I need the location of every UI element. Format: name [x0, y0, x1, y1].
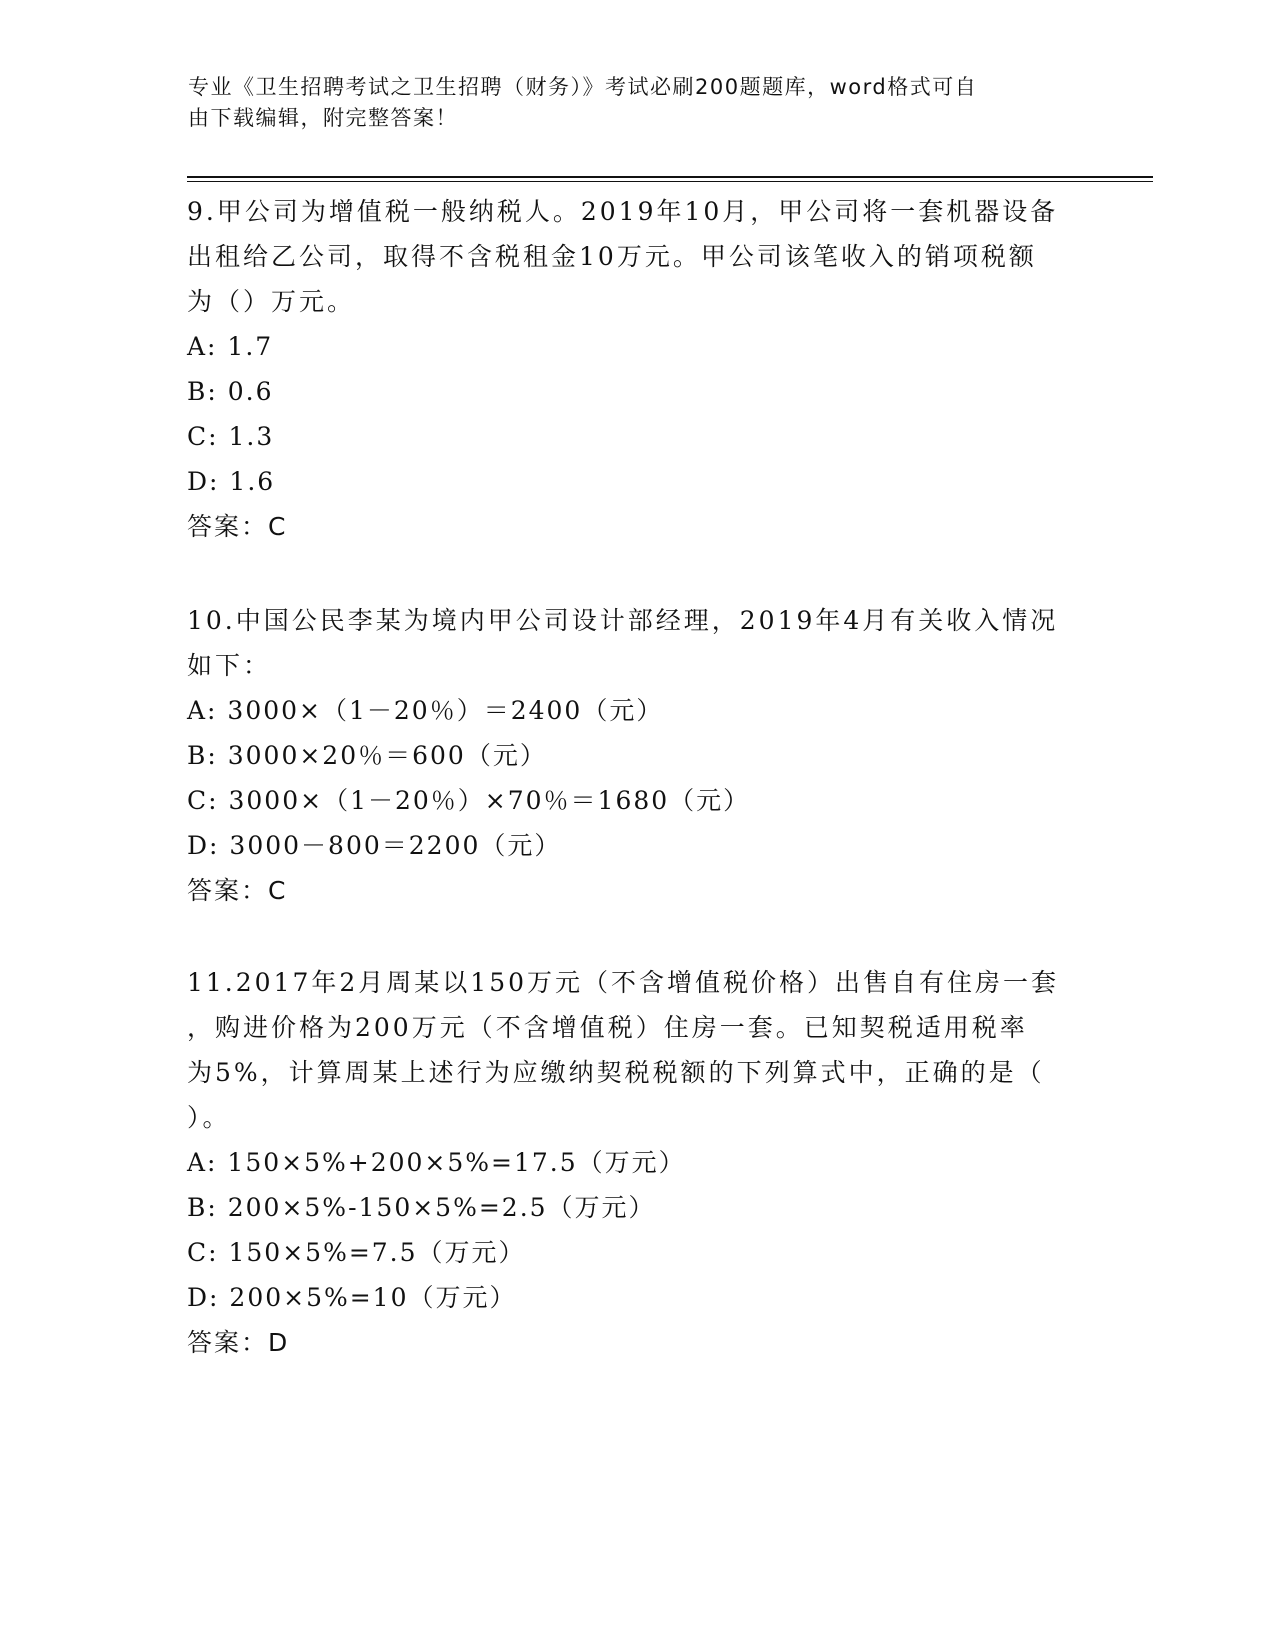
header-divider-thin	[187, 181, 1153, 182]
question-9-option-a: A: 1.7	[187, 332, 274, 361]
question-10-line-1: 10.中国公民李某为境内甲公司设计部经理，2019年4月有关收入情况	[187, 606, 1059, 635]
question-11-option-b: B: 200×5%-150×5%=2.5（万元）	[187, 1193, 656, 1222]
question-11-answer: 答案：D	[187, 1328, 290, 1357]
question-9-line-3: 为（）万元。	[187, 287, 356, 316]
question-9-line-2: 出租给乙公司，取得不含税租金10万元。甲公司该笔收入的销项税额	[187, 242, 1037, 271]
question-11-line-2: ，购进价格为200万元（不含增值税）住房一套。已知契税适用税率	[187, 1013, 1028, 1042]
question-11-line-4: ）。	[187, 1103, 231, 1132]
question-10-option-c: C: 3000×（1－20％）×70％＝1680（元）	[187, 786, 751, 815]
question-9-line-1: 9.甲公司为增值税一般纳税人。2019年10月，甲公司将一套机器设备	[187, 197, 1059, 226]
question-9-option-d: D: 1.6	[187, 467, 276, 496]
header-line-1: 专业《卫生招聘考试之卫生招聘（财务）》考试必刷200题题库，word格式可自	[188, 75, 978, 99]
question-10	[187, 598, 1087, 913]
question-9-option-b: B: 0.6	[187, 377, 274, 406]
question-10-line-2: 如下：	[187, 651, 272, 680]
question-9-option-c: C: 1.3	[187, 422, 275, 451]
question-11-line-1: 11.2017年2月周某以150万元（不含增值税价格）出售自有住房一套	[187, 968, 1060, 997]
document-header	[188, 72, 1078, 134]
question-11	[187, 960, 1087, 1365]
question-9-answer: 答案：C	[187, 512, 288, 541]
question-11-option-a: A: 150×5%+200×5%=17.5（万元）	[187, 1148, 686, 1177]
header-divider-thick	[187, 176, 1153, 178]
question-10-option-a: A: 3000×（1－20％）＝2400（元）	[187, 696, 664, 725]
question-10-option-b: B: 3000×20％＝600（元）	[187, 741, 547, 770]
header-line-2: 由下载编辑，附完整答案！	[188, 106, 458, 130]
question-11-option-d: D: 200×5%=10（万元）	[187, 1283, 517, 1312]
question-11-option-c: C: 150×5%=7.5（万元）	[187, 1238, 526, 1267]
question-10-answer: 答案：C	[187, 876, 288, 905]
question-9	[187, 189, 1087, 549]
question-10-option-d: D: 3000－800＝2200（元）	[187, 831, 562, 860]
question-11-line-3: 为5%，计算周某上述行为应缴纳契税税额的下列算式中，正确的是（	[187, 1058, 1045, 1087]
